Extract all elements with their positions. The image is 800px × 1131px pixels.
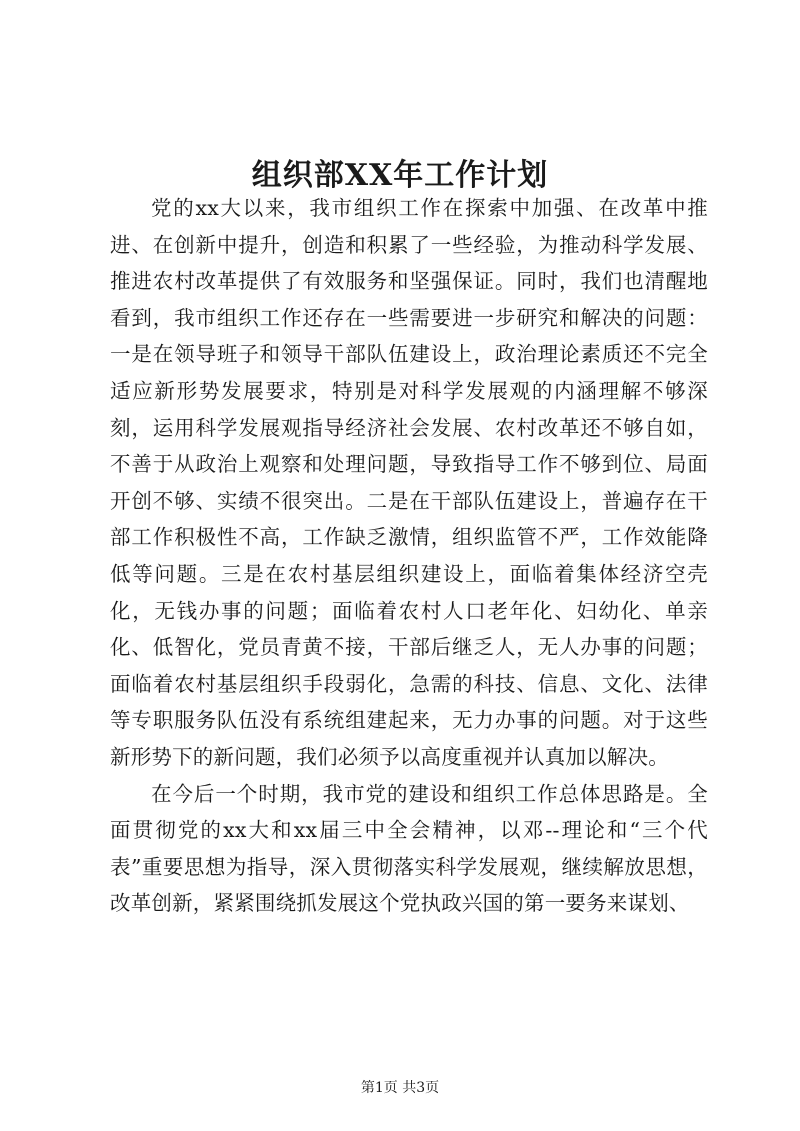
paragraph-2: 在今后一个时期，我市党的建设和组织工作总体思路是。全面贯彻党的xx大和xx届三中全会精神，以邓--理论和“三个代表”重要思想为指导，深入贯彻落实科学发展观，继续解放思想，改革创新，紧紧围绕抓发展这个党执政兴国的第一要务来谋划、 (110, 781, 708, 916)
document-title: 组织部XX年工作计划 (251, 158, 549, 194)
paragraph-1: 党的xx大以来，我市组织工作在探索中加强、在改革中推进、在创新中提升，创造和积累了一些经验，为推动科学发展、推进农村改革提供了有效服务和坚强保证。同时，我们也清醒地看到，我市组织工作还存在一些需要进一步研究和解决的问题：一是在领导班子和领导干部队伍建设上，政治理论素质还不完全适应新形势发展要求，特别是对科学发展观的内涵理解不够深刻，运用科学发展观指导经济社会发展、农村改革还不够自如，不善于从政治上观察和处理问题，导致指导工作不够到位、局面开创不够、实绩不很突出。二是在干部队伍建设上，普遍存在干部工作积极性不高，工作缺乏激情，组织监管不严，工作效能降低等问题。三是在农村基层组织建设上，面临着集体经济空壳化，无钱办事的问题；面临着农村人口老年化、妇幼化、单亲化、低智化，党员青黄不接，干部后继乏人，无人办事的问题；面临着农村基层组织手段弱化，急需的科技、信息、文化、法律等专职服务队伍没有系统组建起来，无力办事的问题。对于这些新形势下的新问题，我们必须予以高度重视并认真加以解决。 (110, 196, 708, 769)
page-footer: 第1页 共3页 (360, 1080, 440, 1096)
document-body (110, 190, 708, 922)
